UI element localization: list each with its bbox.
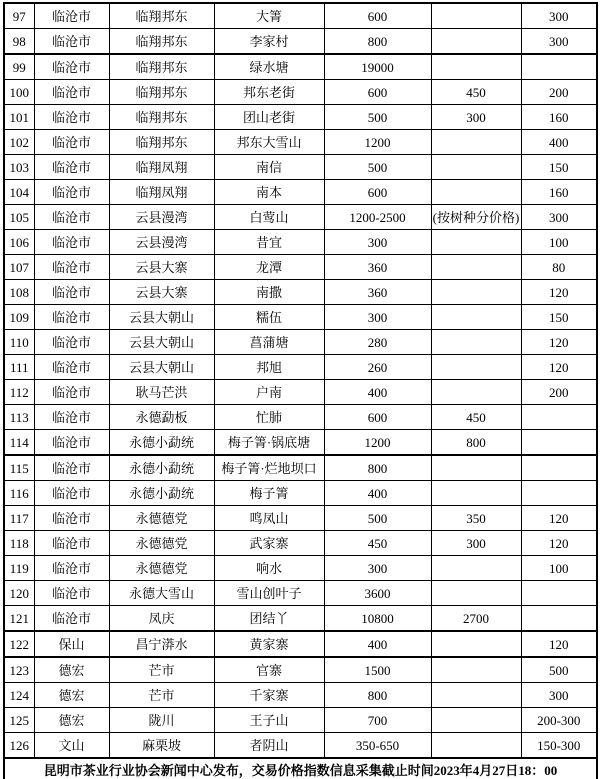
price-1-cell: 1200-2500	[324, 205, 431, 230]
city-cell: 临沧市	[34, 380, 109, 405]
place-cell: 团结丫	[214, 606, 324, 632]
row-number-cell: 123	[4, 657, 34, 683]
table-row	[4, 380, 597, 405]
place-cell: 龙潭	[214, 255, 324, 280]
price-1-cell: 500	[324, 506, 431, 531]
city-cell: 临沧市	[34, 606, 109, 632]
township-cell: 云县漫湾	[109, 230, 214, 255]
row-number-cell: 109	[4, 305, 34, 330]
price-2-cell	[431, 708, 521, 733]
price-1-cell: 600	[324, 405, 431, 430]
price-1-cell: 600	[324, 3, 431, 29]
row-number-cell: 124	[4, 683, 34, 708]
row-number-cell: 112	[4, 380, 34, 405]
price-3-cell: 120	[521, 531, 597, 556]
price-1-cell: 400	[324, 631, 431, 657]
city-cell: 临沧市	[34, 581, 109, 606]
row-number-cell: 97	[4, 3, 34, 29]
township-cell: 云县大朝山	[109, 330, 214, 355]
township-cell: 永德德党	[109, 531, 214, 556]
township-cell: 云县大寨	[109, 280, 214, 305]
table-row	[4, 581, 597, 606]
price-2-cell	[431, 330, 521, 355]
price-1-cell: 800	[324, 455, 431, 481]
table-row	[4, 506, 597, 531]
place-cell: 菖蒲塘	[214, 330, 324, 355]
price-3-cell: 150-300	[521, 733, 597, 759]
township-cell: 永德德党	[109, 556, 214, 581]
township-cell: 临翔邦东	[109, 29, 214, 55]
table-row	[4, 29, 597, 55]
row-number-cell: 113	[4, 405, 34, 430]
city-cell: 临沧市	[34, 330, 109, 355]
price-2-cell	[431, 581, 521, 606]
place-cell: 王子山	[214, 708, 324, 733]
place-cell: 梅子箐·锅底塘	[214, 430, 324, 456]
price-1-cell: 360	[324, 255, 431, 280]
price-1-cell: 3600	[324, 581, 431, 606]
price-3-cell: 300	[521, 205, 597, 230]
city-cell: 临沧市	[34, 80, 109, 105]
table-row	[4, 531, 597, 556]
city-cell: 德宏	[34, 708, 109, 733]
township-cell: 临翔凤翔	[109, 180, 214, 205]
city-cell: 临沧市	[34, 355, 109, 380]
place-cell: 南本	[214, 180, 324, 205]
row-number-cell: 114	[4, 430, 34, 456]
place-cell: 南撒	[214, 280, 324, 305]
city-cell: 临沧市	[34, 255, 109, 280]
township-cell: 永德勐板	[109, 405, 214, 430]
table-row	[4, 255, 597, 280]
township-cell: 临翔凤翔	[109, 155, 214, 180]
place-cell: 响水	[214, 556, 324, 581]
place-cell: 鸣凤山	[214, 506, 324, 531]
city-cell: 临沧市	[34, 481, 109, 506]
price-2-cell	[431, 155, 521, 180]
footer-note: 昆明市茶业行业协会新闻中心发布，交易价格指数信息采集截止时间2023年4月27日18：00	[4, 758, 597, 779]
price-3-cell: 160	[521, 105, 597, 130]
price-1-cell: 1200	[324, 430, 431, 456]
city-cell: 临沧市	[34, 155, 109, 180]
table-row	[4, 683, 597, 708]
table-row	[4, 631, 597, 657]
city-cell: 临沧市	[34, 180, 109, 205]
price-3-cell: 200-300	[521, 708, 597, 733]
price-2-cell	[431, 54, 521, 80]
price-1-cell: 1500	[324, 657, 431, 683]
price-1-cell: 300	[324, 305, 431, 330]
row-number-cell: 125	[4, 708, 34, 733]
price-3-cell	[521, 430, 597, 456]
table-row	[4, 405, 597, 430]
row-number-cell: 108	[4, 280, 34, 305]
price-2-cell	[431, 180, 521, 205]
table-row	[4, 430, 597, 456]
place-cell: 邦旭	[214, 355, 324, 380]
price-1-cell: 1200	[324, 130, 431, 155]
township-cell: 永德小勐统	[109, 430, 214, 456]
place-cell: 武家寨	[214, 531, 324, 556]
footer-row	[4, 758, 597, 779]
table-row	[4, 455, 597, 481]
price-1-cell: 600	[324, 180, 431, 205]
row-number-cell: 110	[4, 330, 34, 355]
price-2-cell	[431, 631, 521, 657]
table-row	[4, 556, 597, 581]
table-row	[4, 155, 597, 180]
price-2-cell	[431, 29, 521, 55]
township-cell: 云县大朝山	[109, 355, 214, 380]
place-cell: 雪山创叶子	[214, 581, 324, 606]
township-cell: 麻栗坡	[109, 733, 214, 759]
price-3-cell: 120	[521, 355, 597, 380]
table-row	[4, 708, 597, 733]
place-cell: 大箐	[214, 3, 324, 29]
township-cell: 耿马芒洪	[109, 380, 214, 405]
price-2-cell	[431, 481, 521, 506]
place-cell: 千家寨	[214, 683, 324, 708]
table-row	[4, 130, 597, 155]
price-2-cell	[431, 305, 521, 330]
place-cell: 绿水塘	[214, 54, 324, 80]
table-row	[4, 280, 597, 305]
table-row	[4, 481, 597, 506]
price-1-cell: 700	[324, 708, 431, 733]
city-cell: 临沧市	[34, 205, 109, 230]
price-table-footer	[4, 758, 597, 779]
table-row	[4, 305, 597, 330]
price-3-cell: 300	[521, 683, 597, 708]
table-row	[4, 355, 597, 380]
place-cell: 忙肺	[214, 405, 324, 430]
price-3-cell: 160	[521, 180, 597, 205]
place-cell: 梅子箐	[214, 481, 324, 506]
price-3-cell: 500	[521, 657, 597, 683]
price-3-cell	[521, 606, 597, 632]
city-cell: 德宏	[34, 683, 109, 708]
price-table	[3, 2, 598, 779]
place-cell: 梅子箐·烂地坝口	[214, 455, 324, 481]
price-3-cell: 100	[521, 556, 597, 581]
table-row	[4, 80, 597, 105]
city-cell: 临沧市	[34, 556, 109, 581]
table-row	[4, 3, 597, 29]
price-2-cell: 300	[431, 105, 521, 130]
price-1-cell: 360	[324, 280, 431, 305]
city-cell: 临沧市	[34, 105, 109, 130]
table-row	[4, 105, 597, 130]
row-number-cell: 101	[4, 105, 34, 130]
city-cell: 临沧市	[34, 280, 109, 305]
price-3-cell	[521, 455, 597, 481]
city-cell: 德宏	[34, 657, 109, 683]
township-cell: 云县大朝山	[109, 305, 214, 330]
place-cell: 邦东老街	[214, 80, 324, 105]
township-cell: 凤庆	[109, 606, 214, 632]
price-2-cell	[431, 683, 521, 708]
township-cell: 芒市	[109, 683, 214, 708]
price-1-cell: 600	[324, 80, 431, 105]
table-row	[4, 606, 597, 632]
price-2-cell	[431, 380, 521, 405]
price-3-cell: 400	[521, 130, 597, 155]
price-1-cell: 800	[324, 29, 431, 55]
city-cell: 临沧市	[34, 455, 109, 481]
row-number-cell: 99	[4, 54, 34, 80]
price-1-cell: 19000	[324, 54, 431, 80]
row-number-cell: 121	[4, 606, 34, 632]
city-cell: 临沧市	[34, 54, 109, 80]
price-2-cell	[431, 130, 521, 155]
price-1-cell: 10800	[324, 606, 431, 632]
price-3-cell: 120	[521, 330, 597, 355]
price-3-cell	[521, 581, 597, 606]
place-cell: 团山老街	[214, 105, 324, 130]
price-2-cell: 2700	[431, 606, 521, 632]
city-cell: 临沧市	[34, 130, 109, 155]
price-table-body	[4, 3, 597, 758]
row-number-cell: 118	[4, 531, 34, 556]
place-cell: 官寨	[214, 657, 324, 683]
place-cell: 南信	[214, 155, 324, 180]
price-3-cell	[521, 481, 597, 506]
price-2-cell: 450	[431, 405, 521, 430]
price-2-cell: 300	[431, 531, 521, 556]
township-cell: 临翔邦东	[109, 3, 214, 29]
price-2-cell: 800	[431, 430, 521, 456]
city-cell: 临沧市	[34, 230, 109, 255]
township-cell: 昌宁漭水	[109, 631, 214, 657]
price-1-cell: 500	[324, 105, 431, 130]
township-cell: 永德小勐统	[109, 481, 214, 506]
table-row	[4, 205, 597, 230]
row-number-cell: 104	[4, 180, 34, 205]
price-3-cell: 120	[521, 280, 597, 305]
row-number-cell: 111	[4, 355, 34, 380]
row-number-cell: 103	[4, 155, 34, 180]
township-cell: 临翔邦东	[109, 54, 214, 80]
price-1-cell: 500	[324, 155, 431, 180]
place-cell: 者阴山	[214, 733, 324, 759]
table-row	[4, 330, 597, 355]
price-2-cell: (按树种分价格)	[431, 205, 521, 230]
price-3-cell	[521, 405, 597, 430]
price-3-cell: 200	[521, 380, 597, 405]
township-cell: 云县大寨	[109, 255, 214, 280]
price-1-cell: 300	[324, 556, 431, 581]
price-2-cell	[431, 255, 521, 280]
price-2-cell	[431, 230, 521, 255]
city-cell: 文山	[34, 733, 109, 759]
city-cell: 临沧市	[34, 405, 109, 430]
price-2-cell	[431, 3, 521, 29]
place-cell: 李家村	[214, 29, 324, 55]
row-number-cell: 107	[4, 255, 34, 280]
row-number-cell: 115	[4, 455, 34, 481]
price-3-cell: 300	[521, 3, 597, 29]
price-2-cell	[431, 556, 521, 581]
place-cell: 糯伍	[214, 305, 324, 330]
price-3-cell: 80	[521, 255, 597, 280]
price-3-cell: 120	[521, 506, 597, 531]
city-cell: 临沧市	[34, 531, 109, 556]
township-cell: 陇川	[109, 708, 214, 733]
price-2-cell: 350	[431, 506, 521, 531]
price-3-cell: 100	[521, 230, 597, 255]
township-cell: 临翔邦东	[109, 80, 214, 105]
table-row	[4, 180, 597, 205]
township-cell: 云县漫湾	[109, 205, 214, 230]
price-1-cell: 260	[324, 355, 431, 380]
township-cell: 芒市	[109, 657, 214, 683]
price-3-cell	[521, 54, 597, 80]
row-number-cell: 116	[4, 481, 34, 506]
table-row	[4, 733, 597, 759]
row-number-cell: 106	[4, 230, 34, 255]
row-number-cell: 120	[4, 581, 34, 606]
row-number-cell: 98	[4, 29, 34, 55]
table-row	[4, 657, 597, 683]
place-cell: 邦东大雪山	[214, 130, 324, 155]
price-3-cell: 200	[521, 80, 597, 105]
township-cell: 临翔邦东	[109, 105, 214, 130]
table-row	[4, 230, 597, 255]
township-cell: 永德大雪山	[109, 581, 214, 606]
city-cell: 保山	[34, 631, 109, 657]
price-3-cell: 150	[521, 155, 597, 180]
price-2-cell	[431, 657, 521, 683]
price-1-cell: 400	[324, 481, 431, 506]
city-cell: 临沧市	[34, 29, 109, 55]
price-2-cell: 450	[431, 80, 521, 105]
price-3-cell: 120	[521, 631, 597, 657]
row-number-cell: 119	[4, 556, 34, 581]
table-row	[4, 54, 597, 80]
place-cell: 户南	[214, 380, 324, 405]
row-number-cell: 126	[4, 733, 34, 759]
row-number-cell: 105	[4, 205, 34, 230]
city-cell: 临沧市	[34, 430, 109, 456]
township-cell: 永德德党	[109, 506, 214, 531]
price-1-cell: 280	[324, 330, 431, 355]
row-number-cell: 117	[4, 506, 34, 531]
price-1-cell: 300	[324, 230, 431, 255]
price-3-cell: 150	[521, 305, 597, 330]
place-cell: 昔宜	[214, 230, 324, 255]
price-2-cell	[431, 733, 521, 759]
place-cell: 白莺山	[214, 205, 324, 230]
price-1-cell: 350-650	[324, 733, 431, 759]
price-1-cell: 450	[324, 531, 431, 556]
price-2-cell	[431, 455, 521, 481]
city-cell: 临沧市	[34, 305, 109, 330]
city-cell: 临沧市	[34, 506, 109, 531]
row-number-cell: 102	[4, 130, 34, 155]
township-cell: 临翔邦东	[109, 130, 214, 155]
price-2-cell	[431, 280, 521, 305]
row-number-cell: 100	[4, 80, 34, 105]
township-cell: 永德小勐统	[109, 455, 214, 481]
price-1-cell: 400	[324, 380, 431, 405]
price-1-cell: 800	[324, 683, 431, 708]
price-3-cell: 300	[521, 29, 597, 55]
city-cell: 临沧市	[34, 3, 109, 29]
price-2-cell	[431, 355, 521, 380]
row-number-cell: 122	[4, 631, 34, 657]
place-cell: 黄家寨	[214, 631, 324, 657]
